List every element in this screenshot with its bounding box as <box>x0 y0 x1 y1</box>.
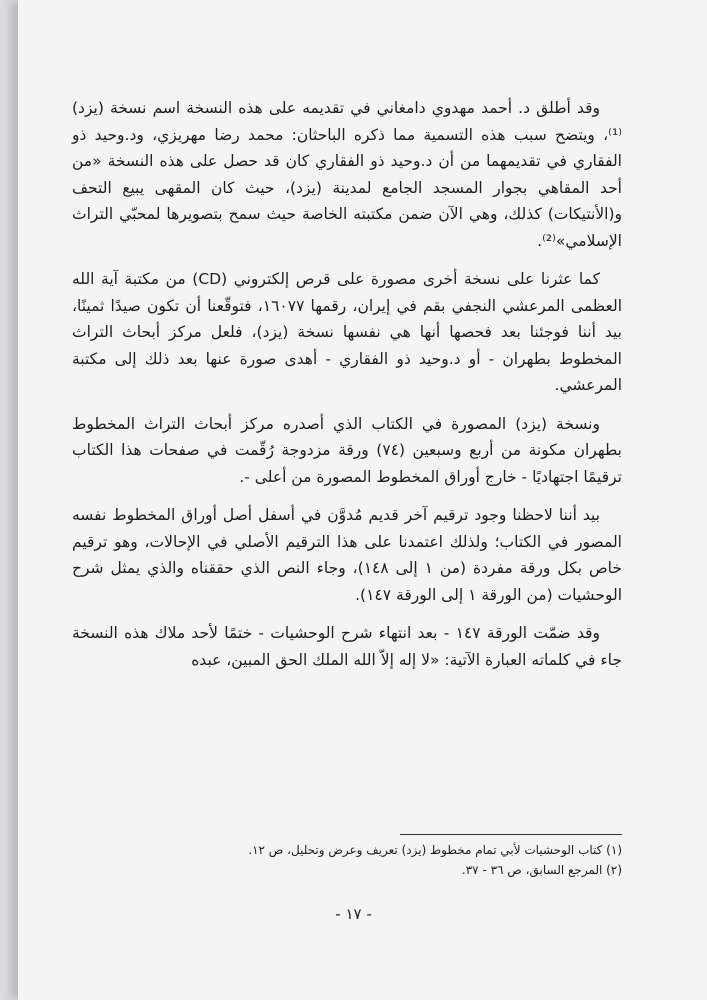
page-number: - ١٧ - <box>335 905 372 923</box>
paragraph-1-text: وقد أطلق د. أحمد مهدوي دامغاني في تقديمه على هذه النسخة اسم نسخة (يزد)⁽¹⁾، ويتضح سبب هذه التسمية مما ذكره الباحثان: محمد رضا مهريزي، ود.وحيد ذو الفقاري في تقديمهما من أن د.وحيد ذو الفقاري كان قد حصل على هذه النسخة «من أحد المقاهي بجوار المسجد الجامع لمدينة (يزد)، حيث كان المقهى يبيع التحف و(الأنتيكات) كذلك، وهي الآن ضمن مكتبته الخاصة حيث سمح بتصويرها لمحبّي التراث الإسلامي»⁽²⁾. <box>72 99 622 250</box>
page-body <box>72 95 622 673</box>
paragraph-5-text: وقد ضمّت الورقة ١٤٧ - بعد انتهاء شرح الوحشيات - ختمًا لأحد ملاك هذه النسخة جاء في كلماته العبارة الآتية: «لا إله إلاّ الله الملك الحق المبين، عبده <box>72 624 622 669</box>
paragraph-2-text: كما عثرنا على نسخة أخرى مصورة على قرص إلكتروني (CD) من مكتبة آية الله العظمى المرعشي النجفي بقم في إيران، رقمها ١٦٠٧٧، فتوقّعنا أن تكون صيدًا ثمينًا، بيد أننا فوجئنا بعد فحصها أنها هي نفسها نسخة (يزد)، فلعل مركز أبحاث التراث المخطوط بطهران - أو د.وحيد ذو الفقاري - أهدى صورة عنها بعد ذلك إلى مكتبة المرعشي. <box>72 270 622 394</box>
paragraph-3-text: ونسخة (يزد) المصورة في الكتاب الذي أصدره مركز أبحاث التراث المخطوط بطهران مكونة من أربع وسبعين (٧٤) ورقة مزدوجة رُقّمت في صفحات هذا الكتاب ترقيمًا اجتهاديًا - خارج أوراق المخطوط المصورة من أعلى -. <box>72 414 622 486</box>
footnotes <box>200 840 622 880</box>
footnote-1: (١) كتاب الوحشيات لأبي تمام مخطوط (يزد) تعريف وعرض وتحليل، ص ١٢. <box>248 843 622 857</box>
footnote-2: (٢) المرجع السابق، ص ٣٦ - ٣٧. <box>461 863 622 877</box>
footnote-divider <box>400 834 622 835</box>
paragraph-3 <box>72 411 622 491</box>
paragraph-5 <box>72 620 622 673</box>
paragraph-1 <box>72 95 622 254</box>
paragraph-4 <box>72 502 622 608</box>
paragraph-4-text: بيد أننا لاحظنا وجود ترقيم آخر قديم مُدوَّن في أسفل أصل أوراق المخطوط نفسه المصور في الكتاب؛ ولذلك اعتمدنا على هذا الترقيم الأصلي في الإحالات، وهو ترقيم خاص بكل ورقة مفردة (من ١ إلى ١٤٨)، وجاء النص الذي حققناه والذي يمثل شرح الوحشيات (من الورقة ١ إلى الورقة ١٤٧). <box>72 506 622 604</box>
paragraph-2 <box>72 266 622 399</box>
